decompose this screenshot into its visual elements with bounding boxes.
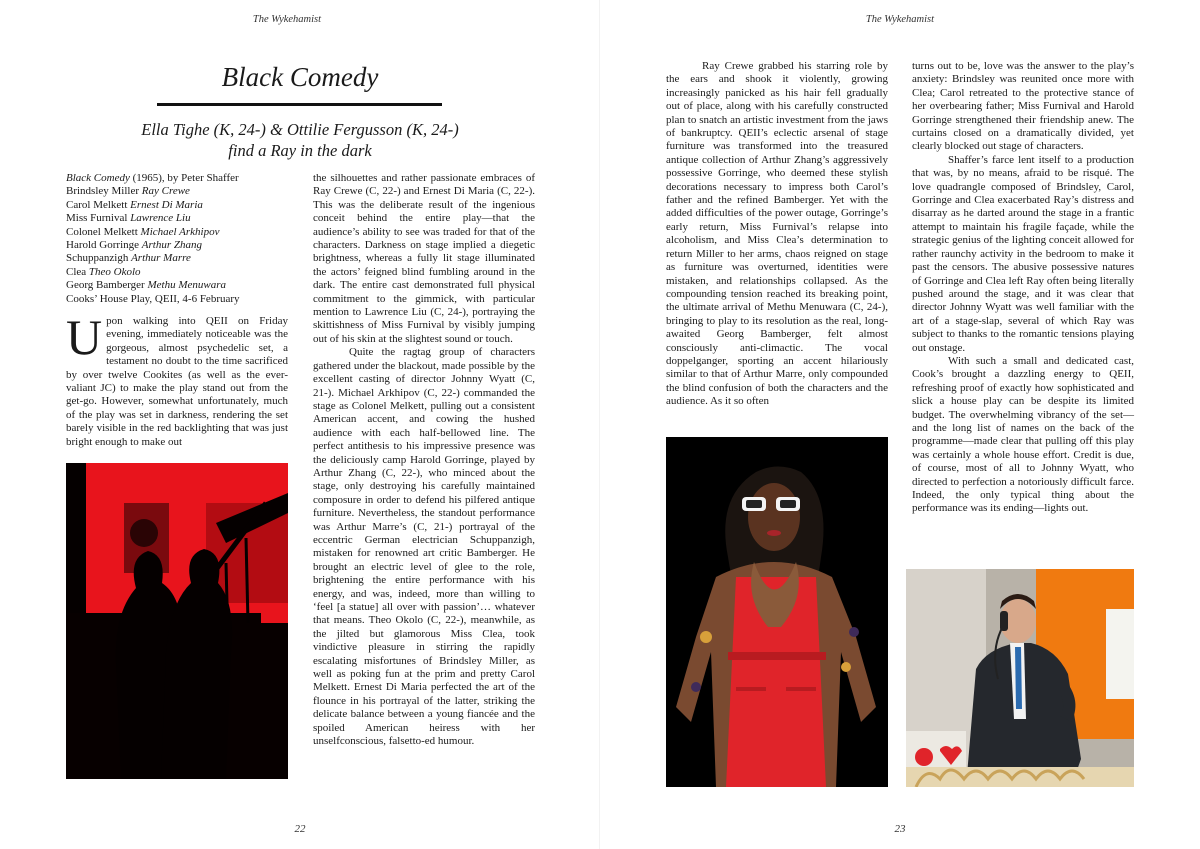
article-paragraph: Shaffer’s farce lent itself to a production that was, by no means, afraid to be risqué. The love quadrangle composed of Brindsley, Carol, Gorringe and Clea exacerbated Ray’s distress and disarray as he darted around the stage in a frantic attempt to maintain his fragile façade, while the strategic genius of the lighting conceit allowed for rather raunchy activity in the bedroom to make it past the censors. The abusive possessive natures of Gorringe and Clea left Ray often being literally pushed around the stage, and it was clear that director Johnny Wyatt was well familiar with the art of a stage-slap, several of which Ray was subject to thanks to the romantic tensions playing out onstage. bbox=[912, 153, 1134, 354]
silhouette-stage-image bbox=[66, 463, 288, 779]
page-number: 23 bbox=[894, 823, 906, 835]
photo-clea-red-suit bbox=[666, 437, 888, 787]
article-column-2 bbox=[313, 172, 535, 748]
cast-list bbox=[66, 172, 288, 306]
cast-list-item: Georg Bamberger Methu Menuwara bbox=[66, 279, 226, 292]
actor-red-suit-image bbox=[666, 437, 888, 787]
article-paragraph: Upon walking into QEII on Friday evening, immediately noticeable was the gorgeous, almost psychedelic set, a testament no doubt to the time sacrificed by over twelve Cookites (as well as the ever-valiant JC) to make the play stand out from the get-go. However, somewhat unfortunately, much of the play was set in darkness, rendering the set barely visible in the red backlighting that was just bright enough to make out bbox=[66, 309, 288, 448]
photo-brindsley-telephone bbox=[906, 569, 1134, 787]
cast-list-item: Harold Gorringe Arthur Zhang bbox=[66, 239, 202, 252]
cast-list-item: Carol Melkett Ernest Di Maria bbox=[66, 198, 203, 211]
article-column-4 bbox=[912, 60, 1134, 516]
byline-line-2: find a Ray in the dark bbox=[228, 141, 372, 160]
cast-list-item: Brindsley Miller Ray Crewe bbox=[66, 185, 190, 198]
page-number: 22 bbox=[294, 823, 306, 835]
running-head: The Wykehamist bbox=[865, 14, 935, 25]
cast-list-item: Black Comedy (1965), by Peter Shaffer bbox=[66, 172, 239, 184]
article-column-3 bbox=[666, 60, 888, 409]
cast-list-item: Miss Furnival Lawrence Liu bbox=[66, 212, 191, 225]
cast-list-item: Cooks’ House Play, QEII, 4-6 February bbox=[66, 292, 240, 305]
right-page bbox=[600, 0, 1200, 849]
article-byline bbox=[100, 119, 500, 161]
drop-cap: U bbox=[66, 309, 103, 365]
article-paragraph: turns out to be, love was the answer to the play’s anxiety: Brindsley was reunited once more with Clea; Carol retreated to the protective stance of her overbearing father; Miss Furnival and Harold Gorringe strengthened their friendship anew. The curtains closed on a dramatically divided, yet clearly blocked out stage of characters. bbox=[912, 60, 1134, 153]
article-paragraph: With such a small and dedicated cast, Cook’s brought a dazzling energy to QEII, refreshing proof of exactly how sophisticated and slick a house play can be despite its limited budget. The overwhelming vibrancy of the set—and the long list of names on the back of the programme—made clear that pulling off this play was certainly a whole house effort. Credit is due, of course, most of all to Johnny Wyatt, who directed to perfection a notoriously difficult farce. Indeed, the only typical thing about the performance was its ending—lights out. bbox=[912, 354, 1134, 515]
article-title: Black Comedy bbox=[221, 62, 379, 92]
running-head: The Wykehamist bbox=[252, 14, 322, 25]
cast-list-item: Clea Theo Okolo bbox=[66, 265, 141, 278]
photo-silhouettes bbox=[66, 463, 288, 779]
article-column-1 bbox=[66, 309, 288, 449]
article-paragraph: Ray Crewe grabbed his starring role by the ears and shook it violently, growing increasingly panicked as his hair fell gradually out of place, along with his carefully constructed plan to snatch an artistic investment from the jaws of bankruptcy. QEII’s eclectic arsenal of stage furniture was transformed into the treasured antique collection of Arthur Zhang’s aggressively possessive Gorringe, who deemed these stylish decorations necessary to impress both Carol’s father and the refined Bamberger. Yet with the added difficulties of the power outage, Gorringe’s early return, Miss Furnival’s relapse into alcoholism, and Miss Clea’s determination to return Miller to her arms, chaos reigned on stage as furniture was overturned, identities were mistaken, and relationships collapsed. As the compounding tension reached its breaking point, the ultimate arrival of Methu Menuwara (C, 24-), bringing to play to its resolution as the real, long-awaited Georg Bamberger, felt almost consciously anti-climactic. The vocal doppelganger, sporting an accent hilariously similar to that of Arthur Marre, only compounded the blind confusion of both the characters and the audience. As it so often bbox=[666, 60, 888, 408]
article-paragraph: Quite the ragtag group of characters gathered under the blackout, made possible by the excellent casting of director Johnny Wyatt (C, 21-). Michael Arkhipov (C, 22-) commanded the stage as Colonel Melkett, pulling out a consistent American accent, and cowing the hushed audience with each half-bellowed line. The perfect antithesis to his impressive presence was the deliciously camp Harold Gorringe, played by Arthur Zhang (C, 22-), who minced about the stage, only destroying his carefully maintained composure in order to defend his pilfered antique furniture. Nevertheless, the standout performance was Arthur Marre’s (C, 21-) portrayal of the eccentric German electrician Schuppanzigh, mistaken for renowned art critic Bamberger. He brought an electric level of glee to the role, brightening the entire performance with his energy, and was, indeed, more than willing to ‘feel [a statue] all over with passion’… whatever that means. Theo Okolo (C, 22-), meanwhile, as the jilted but glamorous Miss Clea, took vindictive pleasure in stirring the rapidly escalating misfortunes of Brindsley Miller, as well as poking fun at the prim and pretty Carol Melkett. Ernest Di Maria perfected the art of the flounce in his portrayal of the latter, striking the delicate balance between a young fiancée and the spoiled American heiress with her unselfconscious, falsetto-ed humour. bbox=[313, 346, 535, 748]
article-paragraph: the silhouettes and rather passionate embraces of Ray Crewe (C, 22-) and Ernest Di Maria (C, 22-). This was the deliberate result of the ingenious conceit behind the entire play—that the audience’s ability to see was traded for that of the characters. Darkness on stage implied a diegetic brightness, whereas a fully lit stage illuminated the actors’ feigned blind fumbling around in the dark. The entire cast demonstrated full physical commitment to the gimmick, with particular mention to Lawrence Liu (C, 24-), portraying the skittishness of Miss Furnival by visibly jumping out of his skin at the slightest sound or touch. bbox=[313, 172, 535, 345]
byline-line-1: Ella Tighe (K, 24-) & Ottilie Fergusson (K, 24-) bbox=[141, 120, 459, 139]
title-rule bbox=[157, 103, 442, 106]
cast-list-item: Colonel Melkett Michael Arkhipov bbox=[66, 225, 220, 238]
cast-list-item: Schuppanzigh Arthur Marre bbox=[66, 252, 191, 265]
actor-telephone-image bbox=[906, 569, 1134, 787]
